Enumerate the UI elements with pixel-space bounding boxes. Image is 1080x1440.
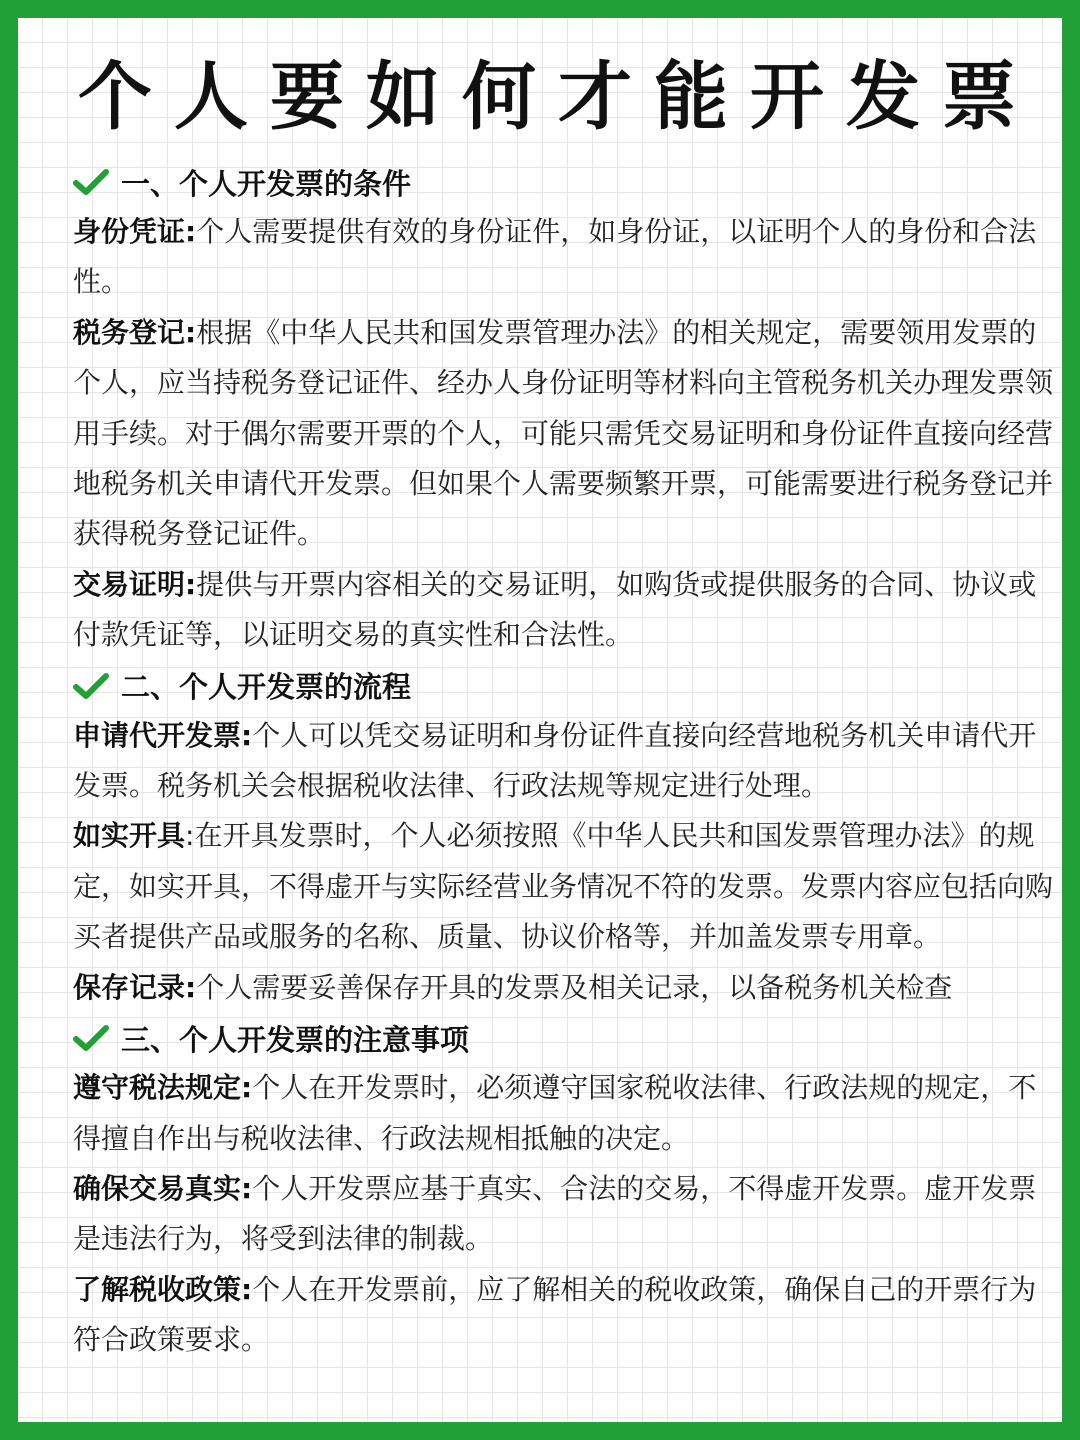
section-heading-label: 一、个人开发票的条件 [121, 166, 412, 201]
item-text: 个人需要提供有效的身份证件，如身份证，以证明个人的身份和合法性。 [73, 215, 1037, 299]
section-heading-label: 三、个人开发票的注意事项 [121, 1022, 470, 1057]
list-item [73, 1063, 1058, 1164]
list-item [73, 560, 1058, 661]
check-icon [73, 672, 109, 700]
item-text: 个人开发票应基于真实、合法的交易，不得虚开发票。虚开发票是违法行为，将受到法律的制裁。 [73, 1171, 1037, 1256]
list-item [73, 1164, 1058, 1265]
item-term: 税务登记: [73, 315, 197, 349]
item-term: 交易证明: [73, 567, 197, 601]
list-item [73, 207, 1058, 308]
item-term: 了解税收政策: [73, 1272, 253, 1306]
article-content [73, 157, 1058, 1366]
item-text: 个人可以凭交易证明和身份证件直接向经营地税务机关申请代开发票。税务机关会根据税收法律、行政法规等规定进行处理。 [73, 718, 1037, 803]
item-term: 身份凭证: [73, 215, 197, 248]
item-text: 个人在开发票时，必须遵守国家税收法律、行政法规的规定，不得擅自作出与税收法律、行政法规相抵触的决定。 [73, 1071, 1037, 1155]
section-heading-conditions [73, 157, 1058, 207]
item-text: 个人需要妥善保存开具的发票及相关记录，以备税务机关检查 [196, 970, 953, 1004]
list-item [73, 711, 1058, 812]
list-item [73, 811, 1058, 962]
item-term: 如实开具 [73, 819, 186, 853]
section-heading-process [73, 661, 1058, 711]
list-item [73, 1265, 1058, 1366]
item-text: :在开具发票时，个人必须按照《中华人民共和国发票管理办法》的规定，如实开具，不得虚开与实际经营业务情况不符的发票。发票内容应包括向购买者提供产品或服务的名称、质量、协议价格等，并加盖发票专用章。 [73, 819, 1054, 954]
check-icon [73, 168, 109, 196]
section-heading-label: 二、个人开发票的流程 [121, 670, 412, 705]
item-term: 申请代开发票: [73, 718, 253, 752]
item-text: 个人在开发票前，应了解相关的税收政策，确保自己的开票行为符合政策要求。 [73, 1272, 1037, 1357]
item-term: 遵守税法规定: [73, 1071, 253, 1105]
check-icon [73, 1024, 109, 1052]
item-term: 保存记录: [73, 970, 197, 1004]
item-text: 根据《中华人民共和国发票管理办法》的相关规定，需要领用发票的个人，应当持税务登记证件、经办人身份证明等材料向主管税务机关办理发票领用手续。对于偶尔需要开票的个人，可能只需凭交易证明和身份证件直接向经营地税务机关申请代开发票。但如果个人需要频繁开票，可能需要进行税务登记并获得税务登记证件。 [73, 315, 1054, 551]
section-heading-notes [73, 1013, 1058, 1063]
page-title: 个人要如何才能开发票 [78, 54, 1038, 140]
item-term: 确保交易真实: [73, 1171, 253, 1205]
item-text: 提供与开票内容相关的交易证明，如购货或提供服务的合同、协议或付款凭证等，以证明交易的真实性和合法性。 [73, 567, 1037, 652]
list-item [73, 308, 1058, 560]
list-item [73, 963, 1058, 1013]
